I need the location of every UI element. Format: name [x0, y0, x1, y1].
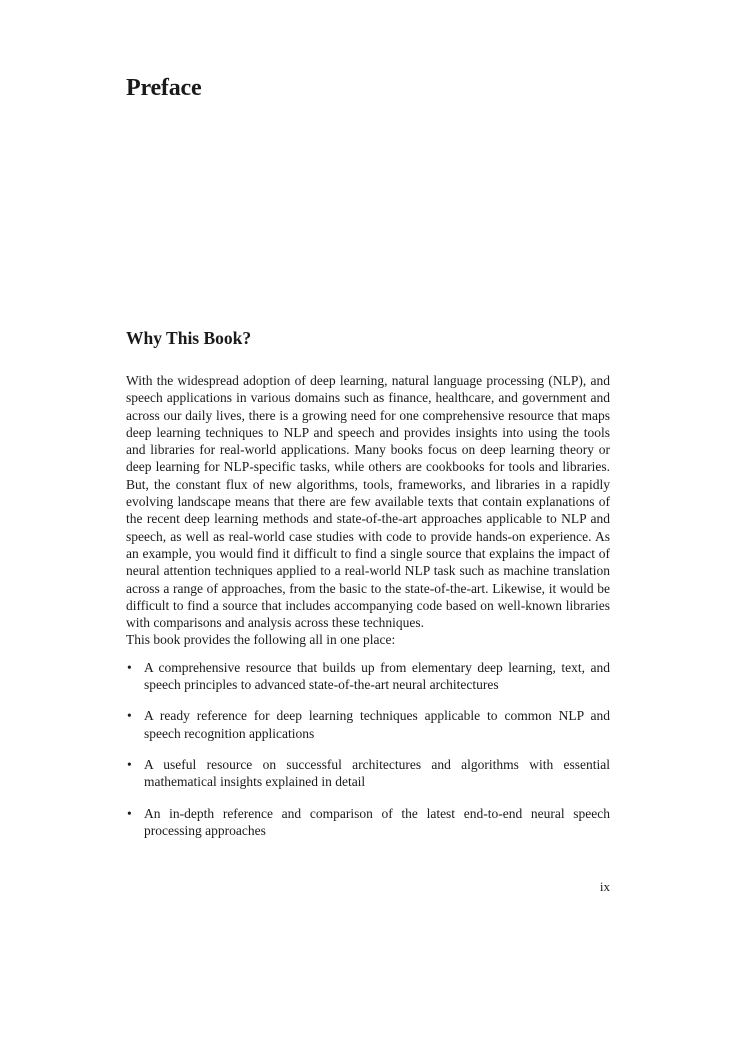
bullet-icon: •	[127, 805, 132, 821]
chapter-title: Preface	[126, 75, 202, 101]
list-item	[126, 659, 610, 694]
list-item	[126, 805, 610, 840]
list-item-text: A ready reference for deep learning techniques applicable to common NLP and speech recognition applications	[144, 708, 610, 741]
list-item-text: A comprehensive resource that builds up from elementary deep learning, text, and speech principles to advanced state-of-the-art neural architectures	[144, 659, 610, 693]
intro-paragraph: With the widespread adoption of deep learning, natural language processing (NLP), and speech applications in various domains such as finance, healthcare, and government and across our daily lives, there is a growing need for one comprehensive resource that maps deep learning techniques to NLP and speech and provides insights into using the tools and libraries for real-world applications. Many books focus on deep learning theory or deep learning for NLP-specific tasks, while others are cookbooks for tools and libraries. But, the constant flux of new algorithms, tools, frameworks, and libraries in a rapidly evolving landscape means that there are few available texts that contain explanations of the recent deep learning methods and state-of-the-art approaches applicable to NLP and speech, as well as real-world case studies with code to provide hands-on experience. As an example, you would find it difficult to find a single source that explains the impact of neural attention techniques applied to a real-world NLP task such as machine translation across a range of approaches, from the basic to the state-of-the-art. Likewise, it would be difficult to find a source that includes accompanying code based on well-known libraries with comparisons and analysis across these techniques.	[126, 373, 610, 631]
list-item-text: An in-depth reference and comparison of the latest end-to-end neural speech processing approaches	[144, 805, 610, 838]
list-item-text: A useful resource on successful architectures and algorithms with essential mathematical insights explained in detail	[144, 756, 610, 790]
bullet-icon: •	[127, 659, 132, 675]
bullet-icon: •	[127, 708, 132, 724]
list-intro-paragraph: This book provides the following all in one place:	[126, 632, 396, 648]
feature-list	[126, 659, 610, 839]
section-title: Why This Book?	[126, 328, 252, 348]
list-item	[126, 756, 610, 791]
page-number: ix	[599, 879, 610, 894]
bullet-icon: •	[127, 756, 132, 772]
section-body	[126, 372, 610, 853]
list-item	[126, 707, 610, 742]
